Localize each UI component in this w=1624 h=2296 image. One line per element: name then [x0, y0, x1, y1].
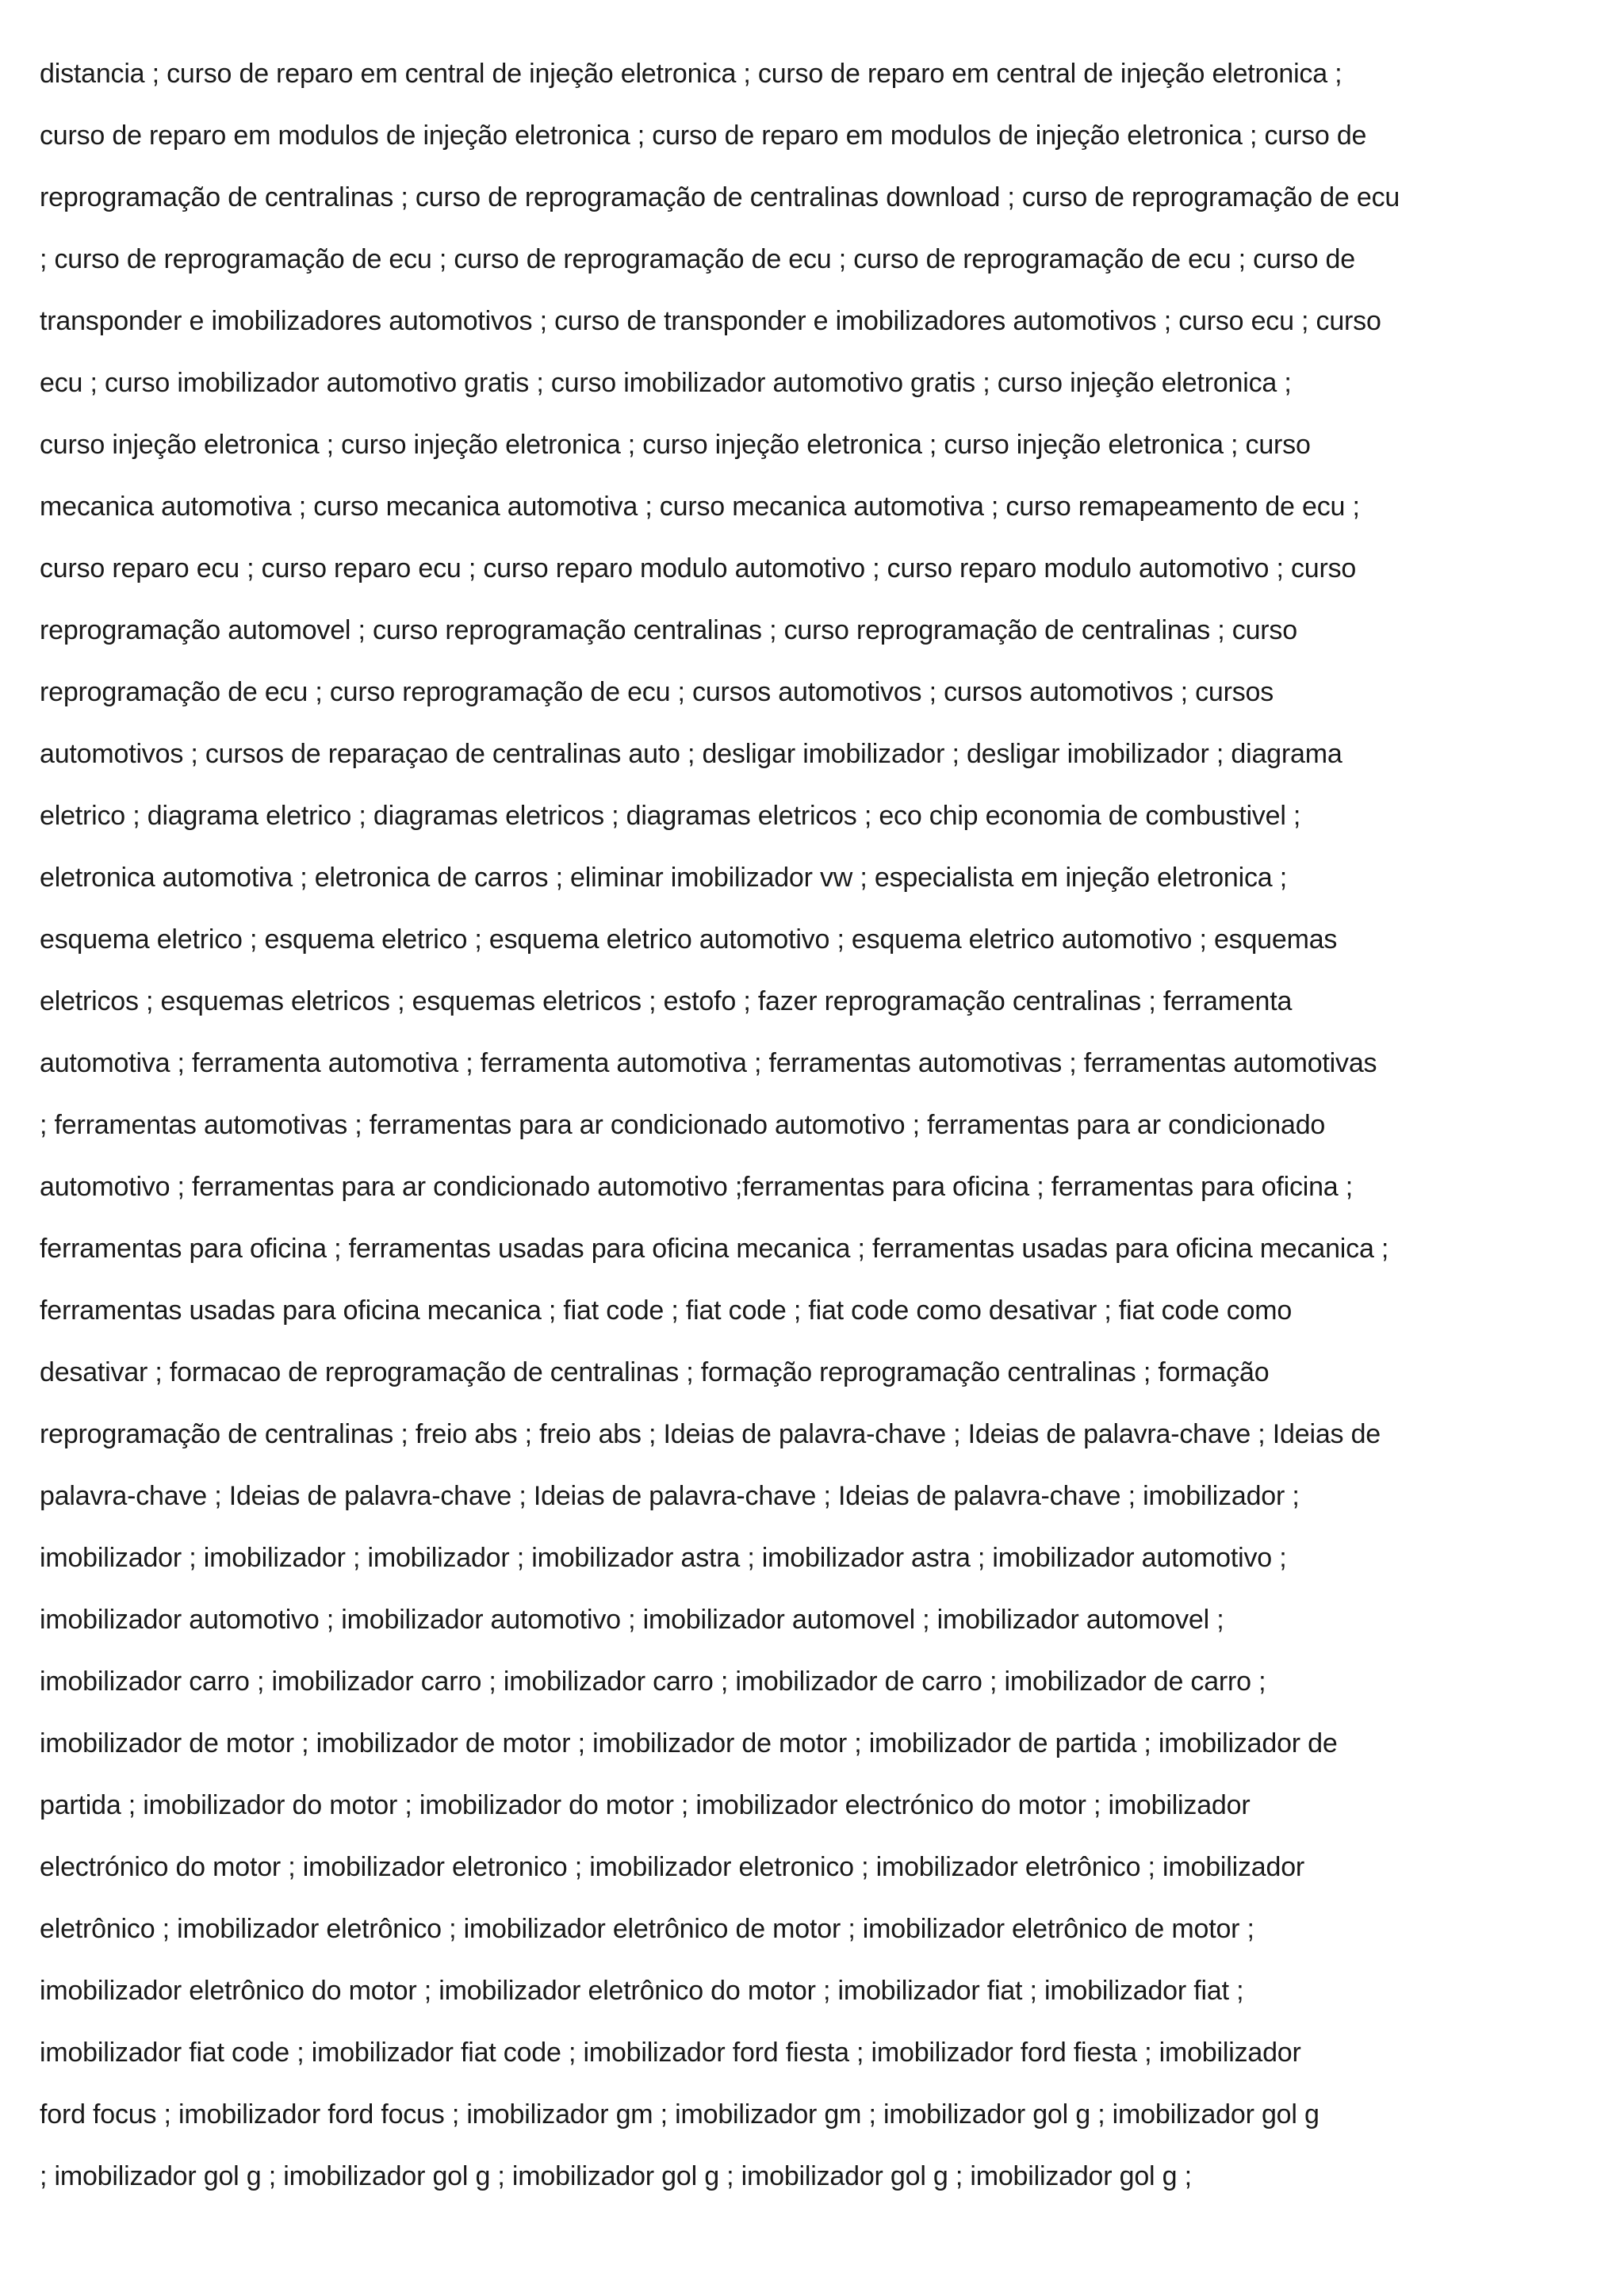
text-line: eletricos ; esquemas eletricos ; esquemas eletricos ; estofo ; fazer reprogramação centralinas ; ferramenta: [40, 986, 1293, 1016]
text-line: transponder e imobilizadores automotivos ; curso de transponder e imobilizadores automotivos ; curso ecu ; curso: [40, 306, 1381, 336]
text-line: ecu ; curso imobilizador automotivo gratis ; curso imobilizador automotivo gratis ; curso injeção eletronica ;: [40, 368, 1292, 398]
text-line: ; ferramentas automotivas ; ferramentas para ar condicionado automotivo ; ferramentas para ar condicionado: [40, 1110, 1326, 1140]
text-line: curso reparo ecu ; curso reparo ecu ; curso reparo modulo automotivo ; curso reparo modulo automotivo ; curso: [40, 553, 1357, 584]
text-line: ferramentas usadas para oficina mecanica ; fiat code ; fiat code ; fiat code como desativar ; fiat code como: [40, 1295, 1293, 1326]
text-line: distancia ; curso de reparo em central de injeção eletronica ; curso de reparo em central de injeção eletronica ;: [40, 59, 1342, 89]
text-line: eletrônico ; imobilizador eletrônico ; imobilizador eletrônico de motor ; imobilizador eletrônico de motor ;: [40, 1914, 1254, 1944]
text-line: imobilizador carro ; imobilizador carro ; imobilizador carro ; imobilizador de carro ; imobilizador de carro ;: [40, 1667, 1266, 1697]
text-line: reprogramação de ecu ; curso reprogramação de ecu ; cursos automotivos ; cursos automotivos ; cursos: [40, 677, 1274, 707]
text-line: automotivos ; cursos de reparaçao de centralinas auto ; desligar imobilizador ; desligar imobilizador ; diagrama: [40, 739, 1342, 769]
text-line: ferramentas para oficina ; ferramentas usadas para oficina mecanica ; ferramentas usadas para oficina mecanica ;: [40, 1234, 1389, 1264]
text-line: ford focus ; imobilizador ford focus ; imobilizador gm ; imobilizador gm ; imobilizador gol g ; imobilizador gol g: [40, 2099, 1320, 2130]
text-line: imobilizador de motor ; imobilizador de motor ; imobilizador de motor ; imobilizador de partida ; imobilizador de: [40, 1728, 1338, 1758]
text-line: imobilizador fiat code ; imobilizador fiat code ; imobilizador ford fiesta ; imobilizador ford fiesta ; imobilizador: [40, 2038, 1301, 2068]
text-line: automotivo ; ferramentas para ar condicionado automotivo ;ferramentas para oficina ; ferramentas para oficina ;: [40, 1172, 1354, 1202]
text-line: eletronica automotiva ; eletronica de carros ; eliminar imobilizador vw ; especialista em injeção eletronica ;: [40, 863, 1287, 893]
text-line: desativar ; formacao de reprogramação de centralinas ; formação reprogramação centralinas ; formação: [40, 1357, 1270, 1387]
text-line: reprogramação de centralinas ; curso de reprogramação de centralinas download ; curso de reprogramação de ecu: [40, 182, 1400, 212]
text-line: palavra-chave ; Ideias de palavra-chave ; Ideias de palavra-chave ; Ideias de palavra-chave ; imobilizador ;: [40, 1481, 1300, 1511]
text-line: curso injeção eletronica ; curso injeção eletronica ; curso injeção eletronica ; curso injeção eletronica ; curso: [40, 430, 1311, 460]
text-line: imobilizador ; imobilizador ; imobilizador ; imobilizador astra ; imobilizador astra ; imobilizador automotivo ;: [40, 1543, 1287, 1573]
text-line: esquema eletrico ; esquema eletrico ; esquema eletrico automotivo ; esquema eletrico automotivo ; esquemas: [40, 924, 1338, 955]
text-line: reprogramação automovel ; curso reprogramação centralinas ; curso reprogramação de centralinas ; curso: [40, 615, 1297, 645]
text-line: eletrico ; diagrama eletrico ; diagramas eletricos ; diagramas eletricos ; eco chip economia de combustivel ;: [40, 801, 1301, 831]
text-line: electrónico do motor ; imobilizador eletronico ; imobilizador eletronico ; imobilizador eletrônico ; imobilizador: [40, 1852, 1305, 1882]
text-line: curso de reparo em modulos de injeção eletronica ; curso de reparo em modulos de injeção eletronica ; curso de: [40, 121, 1367, 151]
text-line: reprogramação de centralinas ; freio abs ; freio abs ; Ideias de palavra-chave ; Ideias de palavra-chave ; Ideias de: [40, 1419, 1381, 1449]
text-line: imobilizador eletrônico do motor ; imobilizador eletrônico do motor ; imobilizador fiat ; imobilizador fiat ;: [40, 1976, 1244, 2006]
keyword-text-block: [40, 46, 1594, 2210]
text-line: automotiva ; ferramenta automotiva ; ferramenta automotiva ; ferramentas automotivas ; ferramentas automotivas: [40, 1048, 1377, 1078]
text-line: imobilizador automotivo ; imobilizador automotivo ; imobilizador automovel ; imobilizador automovel ;: [40, 1605, 1224, 1635]
text-line: ; curso de reprogramação de ecu ; curso de reprogramação de ecu ; curso de reprogramação de ecu ; curso de: [40, 244, 1355, 274]
text-line: mecanica automotiva ; curso mecanica automotiva ; curso mecanica automotiva ; curso remapeamento de ecu ;: [40, 492, 1360, 522]
text-line: ; imobilizador gol g ; imobilizador gol g ; imobilizador gol g ; imobilizador gol g ; imobilizador gol g ;: [40, 2161, 1192, 2191]
text-line: partida ; imobilizador do motor ; imobilizador do motor ; imobilizador electrónico do motor ; imobilizador: [40, 1790, 1251, 1820]
